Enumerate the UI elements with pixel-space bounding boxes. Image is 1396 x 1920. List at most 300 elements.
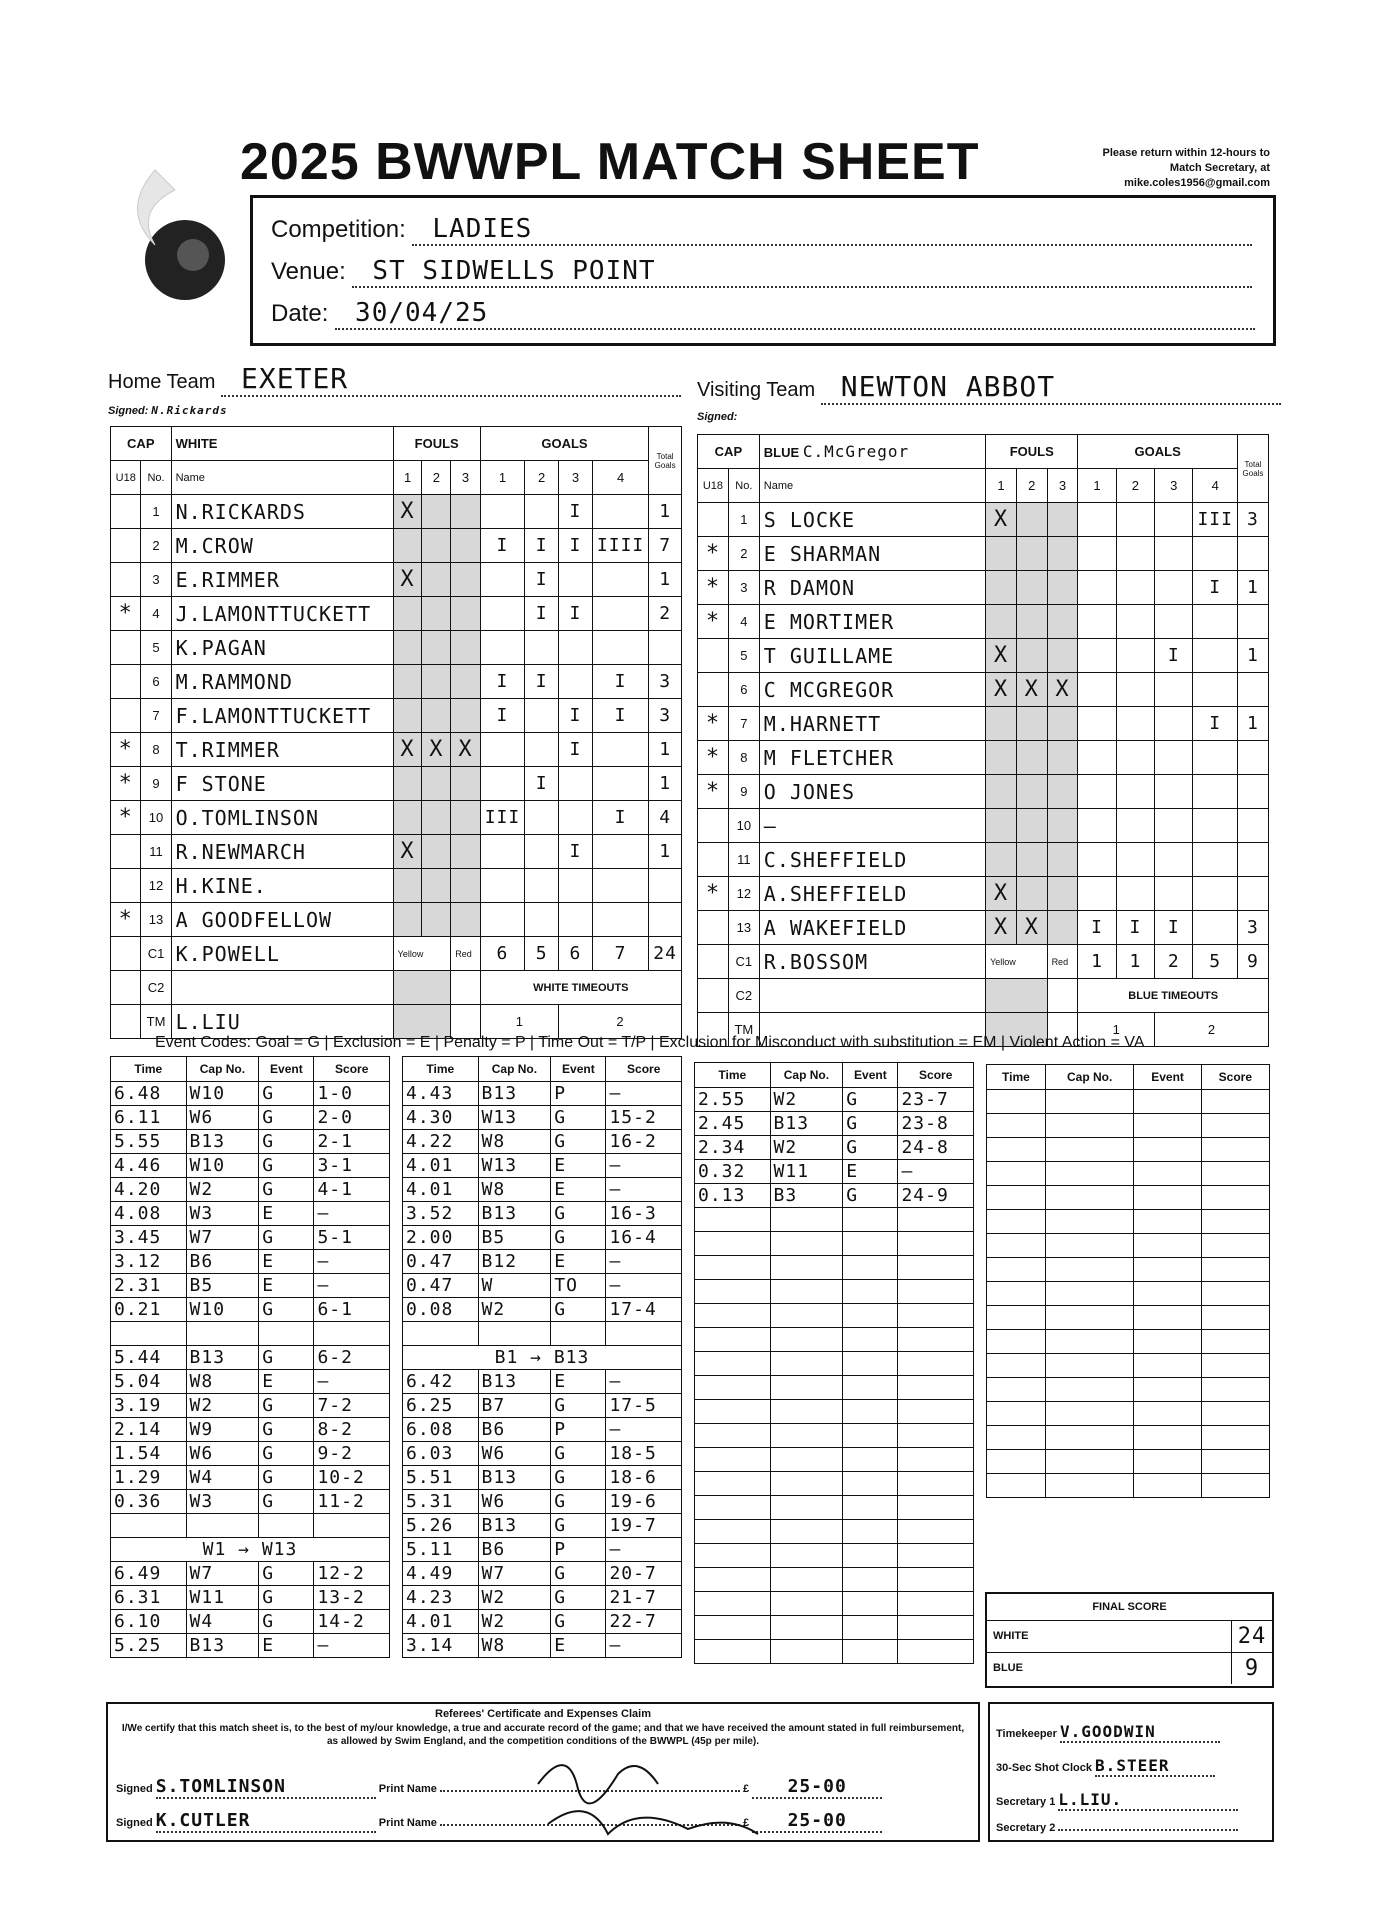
event-cap[interactable]: [770, 1592, 843, 1616]
away-timeout-2[interactable]: 2: [1155, 1013, 1269, 1047]
player-total-goals[interactable]: 1: [649, 767, 682, 801]
event-code[interactable]: G: [259, 1490, 314, 1514]
event-score[interactable]: [898, 1232, 974, 1256]
event-cap[interactable]: [770, 1424, 843, 1448]
event-score[interactable]: [898, 1256, 974, 1280]
goal-tally-cell[interactable]: [480, 767, 525, 801]
event-code[interactable]: E: [551, 1634, 606, 1658]
event-time[interactable]: [695, 1232, 771, 1256]
event-cap[interactable]: [1045, 1330, 1134, 1354]
foul-cell[interactable]: [393, 801, 422, 835]
event-time[interactable]: 5.44: [111, 1346, 187, 1370]
event-cap[interactable]: [1045, 1138, 1134, 1162]
event-code[interactable]: [1134, 1282, 1201, 1306]
home-team-manager[interactable]: L.LIU: [171, 1005, 393, 1039]
event-cap[interactable]: W2: [478, 1298, 551, 1322]
event-cap[interactable]: [1045, 1234, 1134, 1258]
foul-cell[interactable]: [1047, 537, 1078, 571]
event-score[interactable]: [1201, 1138, 1269, 1162]
event-code[interactable]: G: [259, 1562, 314, 1586]
foul-cell[interactable]: [451, 903, 480, 937]
event-cap[interactable]: [186, 1322, 259, 1346]
event-score[interactable]: 17-5: [606, 1394, 682, 1418]
foul-cell[interactable]: [451, 631, 480, 665]
event-time[interactable]: [987, 1474, 1046, 1498]
event-time[interactable]: [987, 1138, 1046, 1162]
goal-tally-cell[interactable]: I: [525, 597, 559, 631]
event-score[interactable]: 16-4: [606, 1226, 682, 1250]
event-code[interactable]: [843, 1280, 898, 1304]
event-score[interactable]: [898, 1352, 974, 1376]
event-score[interactable]: 10-2: [314, 1466, 390, 1490]
goal-tally-cell[interactable]: [525, 835, 559, 869]
foul-cell[interactable]: X: [1016, 911, 1047, 945]
event-time[interactable]: [695, 1304, 771, 1328]
event-code[interactable]: [1134, 1162, 1201, 1186]
goal-tally-cell[interactable]: [592, 903, 648, 937]
event-score[interactable]: [1201, 1402, 1269, 1426]
event-time[interactable]: 6.49: [111, 1562, 187, 1586]
player-total-goals[interactable]: [1237, 843, 1268, 877]
event-cap[interactable]: B13: [478, 1082, 551, 1106]
venue-field[interactable]: ST SIDWELLS POINT: [352, 256, 1252, 288]
event-cap[interactable]: W2: [186, 1394, 259, 1418]
event-time[interactable]: 6.03: [403, 1442, 479, 1466]
event-cap[interactable]: W11: [770, 1160, 843, 1184]
player-name[interactable]: M.CROW: [171, 529, 393, 563]
player-total-goals[interactable]: [1237, 809, 1268, 843]
foul-cell[interactable]: X: [422, 733, 451, 767]
goal-tally-cell[interactable]: I: [559, 733, 593, 767]
goal-tally-cell[interactable]: [480, 631, 525, 665]
player-name[interactable]: A.SHEFFIELD: [759, 877, 985, 911]
player-total-goals[interactable]: 4: [649, 801, 682, 835]
event-cap[interactable]: B13: [186, 1634, 259, 1658]
event-cap[interactable]: [770, 1496, 843, 1520]
foul-cell[interactable]: [422, 767, 451, 801]
event-cap[interactable]: [770, 1616, 843, 1640]
away-total[interactable]: 9: [1237, 945, 1268, 979]
event-code[interactable]: G: [551, 1586, 606, 1610]
event-code[interactable]: [843, 1352, 898, 1376]
player-name[interactable]: E MORTIMER: [759, 605, 985, 639]
event-score[interactable]: 1-0: [314, 1082, 390, 1106]
goal-tally-cell[interactable]: [1116, 809, 1154, 843]
foul-cell[interactable]: [1016, 639, 1047, 673]
goal-tally-cell[interactable]: [592, 631, 648, 665]
event-code[interactable]: G: [843, 1112, 898, 1136]
goal-tally-cell[interactable]: [1193, 843, 1238, 877]
event-score[interactable]: [314, 1514, 390, 1538]
event-score[interactable]: 18-6: [606, 1466, 682, 1490]
home-timeout-1[interactable]: 1: [480, 1005, 558, 1039]
event-code[interactable]: [843, 1424, 898, 1448]
event-code[interactable]: [1134, 1306, 1201, 1330]
player-total-goals[interactable]: [1237, 537, 1268, 571]
goal-tally-cell[interactable]: I: [592, 699, 648, 733]
event-score[interactable]: —: [314, 1634, 390, 1658]
foul-cell[interactable]: [422, 529, 451, 563]
goal-tally-cell[interactable]: [525, 869, 559, 903]
secretary-2-field[interactable]: [1058, 1829, 1238, 1831]
event-code[interactable]: E: [843, 1160, 898, 1184]
event-code[interactable]: E: [259, 1370, 314, 1394]
goal-tally-cell[interactable]: I: [559, 699, 593, 733]
foul-cell[interactable]: X: [393, 495, 422, 529]
referee-2-amount[interactable]: 25-00: [752, 1810, 882, 1833]
event-score[interactable]: 18-5: [606, 1442, 682, 1466]
event-code[interactable]: [843, 1640, 898, 1664]
event-time[interactable]: [987, 1186, 1046, 1210]
goal-tally-cell[interactable]: [1078, 707, 1116, 741]
event-cap[interactable]: [1045, 1282, 1134, 1306]
foul-cell[interactable]: X: [1047, 673, 1078, 707]
event-score[interactable]: 5-1: [314, 1226, 390, 1250]
foul-cell[interactable]: X: [451, 733, 480, 767]
goal-tally-cell[interactable]: IIII: [592, 529, 648, 563]
event-cap[interactable]: B13: [770, 1112, 843, 1136]
date-field[interactable]: 30/04/25: [335, 298, 1255, 330]
event-time[interactable]: 6.10: [111, 1610, 187, 1634]
foul-cell[interactable]: [451, 563, 480, 597]
player-name[interactable]: J.LAMONTTUCKETT: [171, 597, 393, 631]
event-score[interactable]: 13-2: [314, 1586, 390, 1610]
event-score[interactable]: [898, 1640, 974, 1664]
event-time[interactable]: 6.48: [111, 1082, 187, 1106]
event-time[interactable]: [987, 1210, 1046, 1234]
player-name[interactable]: E.RIMMER: [171, 563, 393, 597]
goal-tally-cell[interactable]: [1155, 741, 1193, 775]
event-cap[interactable]: W2: [770, 1136, 843, 1160]
event-code[interactable]: G: [259, 1610, 314, 1634]
goal-tally-cell[interactable]: [1116, 707, 1154, 741]
foul-cell[interactable]: [986, 571, 1017, 605]
event-time[interactable]: [695, 1328, 771, 1352]
event-code[interactable]: [843, 1304, 898, 1328]
event-time[interactable]: [695, 1208, 771, 1232]
event-cap[interactable]: W7: [478, 1562, 551, 1586]
event-code[interactable]: G: [259, 1394, 314, 1418]
event-score[interactable]: [1201, 1090, 1269, 1114]
event-score[interactable]: 24-8: [898, 1136, 974, 1160]
goal-tally-cell[interactable]: [1193, 775, 1238, 809]
event-cap[interactable]: [770, 1376, 843, 1400]
event-cap[interactable]: W11: [186, 1586, 259, 1610]
event-score[interactable]: [898, 1304, 974, 1328]
event-score[interactable]: —: [314, 1250, 390, 1274]
event-code[interactable]: [1134, 1330, 1201, 1354]
event-cap[interactable]: [770, 1304, 843, 1328]
goal-tally-cell[interactable]: [480, 869, 525, 903]
event-cap[interactable]: [1045, 1090, 1134, 1114]
event-code[interactable]: [843, 1616, 898, 1640]
event-cap[interactable]: W6: [186, 1106, 259, 1130]
event-cap[interactable]: W3: [186, 1202, 259, 1226]
event-score[interactable]: —: [606, 1082, 682, 1106]
event-score[interactable]: 16-3: [606, 1202, 682, 1226]
foul-cell[interactable]: [1047, 775, 1078, 809]
event-code[interactable]: P: [551, 1538, 606, 1562]
player-name[interactable]: T.RIMMER: [171, 733, 393, 767]
event-cap[interactable]: [1045, 1114, 1134, 1138]
foul-cell[interactable]: [986, 537, 1017, 571]
foul-cell[interactable]: [986, 741, 1017, 775]
event-score[interactable]: —: [606, 1274, 682, 1298]
goal-tally-cell[interactable]: I: [1193, 707, 1238, 741]
event-time[interactable]: [987, 1450, 1046, 1474]
event-code[interactable]: G: [551, 1610, 606, 1634]
goal-tally-cell[interactable]: [559, 563, 593, 597]
event-cap[interactable]: W2: [770, 1088, 843, 1112]
event-score[interactable]: 21-7: [606, 1586, 682, 1610]
goal-tally-cell[interactable]: I: [559, 597, 593, 631]
goal-tally-cell[interactable]: [1155, 775, 1193, 809]
event-code[interactable]: G: [259, 1298, 314, 1322]
event-score[interactable]: [898, 1400, 974, 1424]
foul-cell[interactable]: [1047, 911, 1078, 945]
event-score[interactable]: 19-7: [606, 1514, 682, 1538]
event-code[interactable]: E: [551, 1370, 606, 1394]
goal-tally-cell[interactable]: [1193, 809, 1238, 843]
foul-cell[interactable]: [1016, 775, 1047, 809]
event-code[interactable]: [1134, 1450, 1201, 1474]
event-code[interactable]: [843, 1448, 898, 1472]
foul-cell[interactable]: [1047, 877, 1078, 911]
referee-1-amount[interactable]: 25-00: [752, 1776, 882, 1799]
event-cap[interactable]: [770, 1280, 843, 1304]
foul-cell[interactable]: [393, 699, 422, 733]
event-score[interactable]: [1201, 1474, 1269, 1498]
event-score[interactable]: 20-7: [606, 1562, 682, 1586]
foul-cell[interactable]: [422, 665, 451, 699]
event-score[interactable]: [898, 1496, 974, 1520]
goal-tally-cell[interactable]: [525, 495, 559, 529]
event-time[interactable]: 5.26: [403, 1514, 479, 1538]
event-score[interactable]: [1201, 1306, 1269, 1330]
goal-tally-cell[interactable]: [480, 597, 525, 631]
event-cap[interactable]: W10: [186, 1082, 259, 1106]
event-code[interactable]: [843, 1544, 898, 1568]
goal-tally-cell[interactable]: [559, 869, 593, 903]
event-time[interactable]: [987, 1162, 1046, 1186]
event-code[interactable]: [843, 1256, 898, 1280]
event-code[interactable]: [1134, 1474, 1201, 1498]
event-code[interactable]: TO: [551, 1274, 606, 1298]
event-score[interactable]: [898, 1208, 974, 1232]
event-score[interactable]: [314, 1322, 390, 1346]
event-time[interactable]: 5.25: [111, 1634, 187, 1658]
event-time[interactable]: [111, 1322, 187, 1346]
goal-tally-cell[interactable]: [1193, 537, 1238, 571]
event-score[interactable]: [898, 1328, 974, 1352]
foul-cell[interactable]: [1016, 843, 1047, 877]
foul-cell[interactable]: [1047, 741, 1078, 775]
goal-tally-cell[interactable]: [525, 903, 559, 937]
event-score[interactable]: —: [606, 1250, 682, 1274]
event-cap[interactable]: B7: [478, 1394, 551, 1418]
event-time[interactable]: [987, 1354, 1046, 1378]
foul-cell[interactable]: [1047, 605, 1078, 639]
event-time[interactable]: 6.42: [403, 1370, 479, 1394]
goal-tally-cell[interactable]: I: [559, 495, 593, 529]
goal-tally-cell[interactable]: [1116, 775, 1154, 809]
home-team-field[interactable]: EXETER: [221, 362, 681, 397]
event-code[interactable]: G: [551, 1514, 606, 1538]
event-code[interactable]: [1134, 1186, 1201, 1210]
event-time[interactable]: 5.04: [111, 1370, 187, 1394]
event-score[interactable]: [1201, 1234, 1269, 1258]
event-time[interactable]: [695, 1592, 771, 1616]
event-cap[interactable]: W2: [478, 1610, 551, 1634]
foul-cell[interactable]: X: [393, 733, 422, 767]
event-code[interactable]: G: [551, 1130, 606, 1154]
goal-tally-cell[interactable]: [1155, 707, 1193, 741]
event-time[interactable]: 4.01: [403, 1178, 479, 1202]
event-cap[interactable]: [770, 1520, 843, 1544]
event-cap[interactable]: [186, 1514, 259, 1538]
event-time[interactable]: [695, 1640, 771, 1664]
goal-tally-cell[interactable]: [559, 665, 593, 699]
event-score[interactable]: 7-2: [314, 1394, 390, 1418]
event-time[interactable]: 4.46: [111, 1154, 187, 1178]
foul-cell[interactable]: [451, 529, 480, 563]
goal-tally-cell[interactable]: [1155, 571, 1193, 605]
goal-tally-cell[interactable]: [1116, 571, 1154, 605]
event-score[interactable]: [898, 1280, 974, 1304]
event-score[interactable]: [898, 1616, 974, 1640]
player-name[interactable]: A WAKEFIELD: [759, 911, 985, 945]
foul-cell[interactable]: X: [393, 835, 422, 869]
event-cap[interactable]: B5: [478, 1226, 551, 1250]
foul-cell[interactable]: [1047, 809, 1078, 843]
player-total-goals[interactable]: 1: [1237, 639, 1268, 673]
event-cap[interactable]: W10: [186, 1154, 259, 1178]
event-time[interactable]: [695, 1400, 771, 1424]
event-score[interactable]: [1201, 1378, 1269, 1402]
player-total-goals[interactable]: [649, 869, 682, 903]
goal-tally-cell[interactable]: [559, 801, 593, 835]
player-total-goals[interactable]: 3: [1237, 911, 1268, 945]
goal-tally-cell[interactable]: I: [559, 835, 593, 869]
foul-cell[interactable]: [1047, 571, 1078, 605]
goal-tally-cell[interactable]: [592, 869, 648, 903]
event-cap[interactable]: W6: [478, 1442, 551, 1466]
event-time[interactable]: [695, 1496, 771, 1520]
event-time[interactable]: 6.08: [403, 1418, 479, 1442]
foul-cell[interactable]: [422, 903, 451, 937]
event-cap[interactable]: W13: [478, 1106, 551, 1130]
event-cap[interactable]: W13: [478, 1154, 551, 1178]
player-name[interactable]: T GUILLAME: [759, 639, 985, 673]
event-code[interactable]: G: [551, 1394, 606, 1418]
event-time[interactable]: 2.34: [695, 1136, 771, 1160]
player-total-goals[interactable]: 1: [1237, 571, 1268, 605]
player-total-goals[interactable]: [1237, 775, 1268, 809]
foul-cell[interactable]: [422, 631, 451, 665]
player-name[interactable]: O JONES: [759, 775, 985, 809]
foul-cell[interactable]: [1016, 707, 1047, 741]
goal-tally-cell[interactable]: I: [480, 699, 525, 733]
event-cap[interactable]: [770, 1544, 843, 1568]
event-time[interactable]: 2.55: [695, 1088, 771, 1112]
event-cap[interactable]: [1045, 1306, 1134, 1330]
goal-tally-cell[interactable]: [1078, 809, 1116, 843]
foul-cell[interactable]: [451, 597, 480, 631]
event-score[interactable]: [898, 1472, 974, 1496]
player-total-goals[interactable]: 1: [649, 495, 682, 529]
event-time[interactable]: 6.31: [111, 1586, 187, 1610]
event-code[interactable]: G: [843, 1088, 898, 1112]
event-code[interactable]: [843, 1328, 898, 1352]
event-code[interactable]: [1134, 1090, 1201, 1114]
goal-tally-cell[interactable]: [1155, 809, 1193, 843]
event-score[interactable]: [898, 1568, 974, 1592]
away-team-field[interactable]: NEWTON ABBOT: [821, 370, 1281, 405]
foul-cell[interactable]: [451, 869, 480, 903]
event-code[interactable]: P: [551, 1082, 606, 1106]
goal-tally-cell[interactable]: [1078, 503, 1116, 537]
event-cap[interactable]: B5: [186, 1274, 259, 1298]
event-cap[interactable]: [770, 1328, 843, 1352]
foul-cell[interactable]: [1047, 707, 1078, 741]
event-time[interactable]: [695, 1544, 771, 1568]
player-total-goals[interactable]: [1237, 605, 1268, 639]
home-coach[interactable]: K.POWELL: [171, 937, 393, 971]
goal-tally-cell[interactable]: [1155, 537, 1193, 571]
event-code[interactable]: G: [551, 1202, 606, 1226]
event-code[interactable]: G: [551, 1562, 606, 1586]
event-score[interactable]: [1201, 1210, 1269, 1234]
event-cap[interactable]: [1045, 1258, 1134, 1282]
goal-tally-cell[interactable]: [592, 835, 648, 869]
event-code[interactable]: G: [259, 1106, 314, 1130]
goal-tally-cell[interactable]: [480, 495, 525, 529]
event-code[interactable]: G: [551, 1490, 606, 1514]
event-code[interactable]: E: [551, 1178, 606, 1202]
shotclock-field[interactable]: B.STEER: [1095, 1756, 1215, 1777]
event-time[interactable]: [695, 1448, 771, 1472]
event-score[interactable]: [1201, 1186, 1269, 1210]
foul-cell[interactable]: [422, 835, 451, 869]
foul-cell[interactable]: X: [393, 563, 422, 597]
event-cap[interactable]: [1045, 1474, 1134, 1498]
goal-tally-cell[interactable]: [1155, 843, 1193, 877]
event-code[interactable]: G: [259, 1226, 314, 1250]
event-cap[interactable]: [770, 1472, 843, 1496]
event-code[interactable]: G: [551, 1106, 606, 1130]
goal-tally-cell[interactable]: [1116, 639, 1154, 673]
event-score[interactable]: 8-2: [314, 1418, 390, 1442]
goal-tally-cell[interactable]: I: [559, 529, 593, 563]
event-time[interactable]: 5.11: [403, 1538, 479, 1562]
event-score[interactable]: —: [314, 1370, 390, 1394]
event-score[interactable]: —: [314, 1202, 390, 1226]
event-cap[interactable]: W8: [478, 1178, 551, 1202]
foul-cell[interactable]: [393, 529, 422, 563]
foul-cell[interactable]: [986, 809, 1017, 843]
foul-cell[interactable]: [1016, 809, 1047, 843]
event-code[interactable]: G: [259, 1418, 314, 1442]
event-code[interactable]: [843, 1496, 898, 1520]
goal-tally-cell[interactable]: [1078, 877, 1116, 911]
goal-tally-cell[interactable]: I: [480, 529, 525, 563]
event-cap[interactable]: [770, 1448, 843, 1472]
player-name[interactable]: R.NEWMARCH: [171, 835, 393, 869]
goal-tally-cell[interactable]: [592, 563, 648, 597]
event-cap[interactable]: B6: [186, 1250, 259, 1274]
event-score[interactable]: —: [606, 1634, 682, 1658]
event-code[interactable]: G: [843, 1184, 898, 1208]
